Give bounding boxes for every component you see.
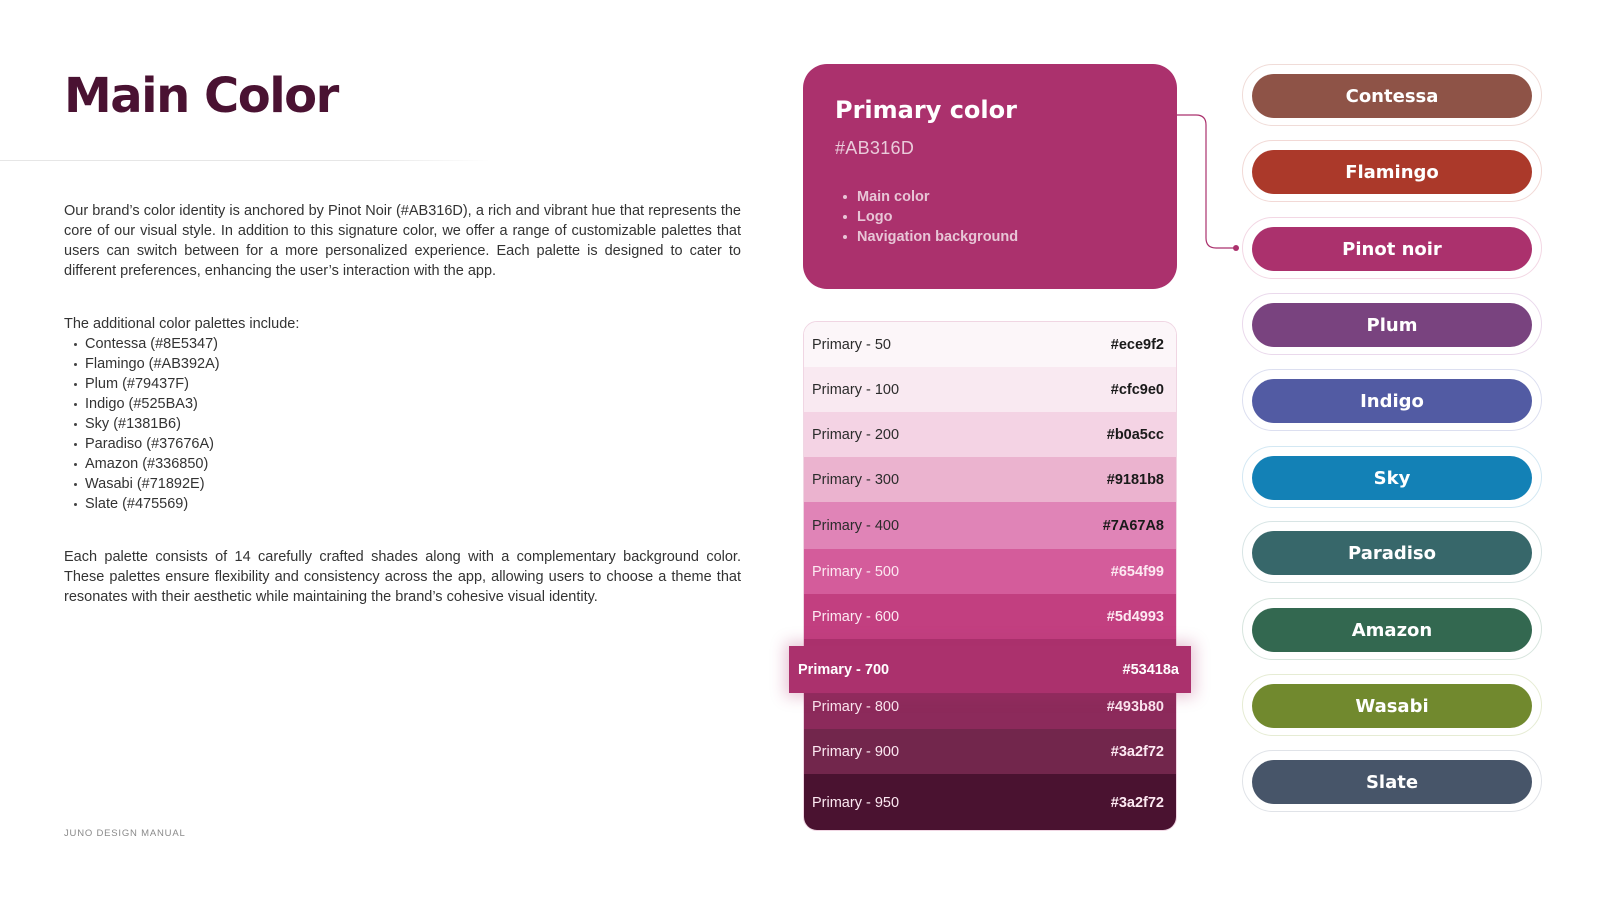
shade-hex: #53418a: [1122, 661, 1179, 678]
shade-name: Primary - 600: [812, 608, 900, 625]
shade-row[interactable]: [804, 322, 1176, 367]
primary-color-card: [803, 64, 1177, 289]
palette-option: [1242, 674, 1542, 736]
shade-hex: #b0a5cc: [1106, 426, 1164, 443]
list-item: Paradiso (#37676A): [64, 434, 741, 454]
list-item: Wasabi (#71892E): [64, 474, 741, 494]
shade-row[interactable]: [804, 729, 1176, 774]
palette-button[interactable]: Paradiso: [1252, 531, 1532, 575]
closing-paragraph: Each palette consists of 14 carefully crafted shades along with a complementary background color. These palettes ensure flexibility and consistency across the app, allowing users to choose a theme that resonates with their aesthetic while maintaining the brand’s cohesive visual identity.: [64, 549, 741, 605]
palette-button[interactable]: Amazon: [1252, 608, 1532, 652]
primary-card-title: Primary color: [835, 96, 1017, 124]
palette-button[interactable]: Indigo: [1252, 379, 1532, 423]
usage-item: Logo: [835, 207, 1145, 227]
list-item: Indigo (#525BA3): [64, 394, 741, 414]
shade-row[interactable]: [804, 594, 1176, 639]
shade-name: Primary - 900: [812, 743, 900, 760]
usage-item: Navigation background: [835, 227, 1145, 247]
shade-row[interactable]: [804, 457, 1176, 502]
palette-button[interactable]: Plum: [1252, 303, 1532, 347]
list-item: Sky (#1381B6): [64, 414, 741, 434]
shade-row[interactable]: [804, 412, 1176, 457]
shade-name: Primary - 300: [812, 471, 900, 488]
list-item: Contessa (#8E5347): [64, 334, 741, 354]
footer-label: JUNO DESIGN MANUAL: [64, 828, 186, 839]
shade-hex: #493b80: [1106, 698, 1164, 715]
shade-name: Primary - 400: [812, 517, 900, 534]
page-title: Main Color: [64, 68, 338, 124]
palette-button[interactable]: Sky: [1252, 456, 1532, 500]
shade-hex: #9181b8: [1106, 471, 1164, 488]
shade-name: Primary - 800: [812, 698, 900, 715]
palette-button[interactable]: Slate: [1252, 760, 1532, 804]
intro-paragraph: Our brand’s color identity is anchored by Pinot Noir (#AB316D), a rich and vibrant hue that represents the core of our visual style. In addition to this signature color, we offer a range of customizable palettes that users can switch between for a more personalized experience. Each palette is designed to cater to different preferences, enhancing the user’s interaction with the app.: [64, 203, 741, 279]
shade-name: Primary - 500: [812, 563, 900, 580]
palette-button[interactable]: Wasabi: [1252, 684, 1532, 728]
shade-hex: #3a2f72: [1110, 743, 1164, 760]
shade-row-highlighted[interactable]: [789, 646, 1191, 693]
shade-row[interactable]: [804, 502, 1176, 549]
shade-name: Primary - 700: [798, 661, 890, 678]
palette-option: [1242, 293, 1542, 355]
shade-hex: #3a2f72: [1110, 795, 1164, 811]
shade-row[interactable]: [804, 774, 1176, 831]
palettes-list: [64, 334, 741, 514]
shade-name: Primary - 950: [812, 795, 900, 811]
palettes-heading: The additional color palettes include:: [64, 316, 300, 332]
primary-usage-list: [835, 187, 1145, 247]
palette-option: [1242, 750, 1542, 812]
palette-option: [1242, 446, 1542, 508]
shade-row[interactable]: [804, 367, 1176, 412]
primary-card-hex: #AB316D: [835, 138, 915, 158]
list-item: Amazon (#336850): [64, 454, 741, 474]
shade-name: Primary - 50: [812, 336, 891, 353]
shade-name: Primary - 100: [812, 381, 900, 398]
list-item: Plum (#79437F): [64, 374, 741, 394]
shade-hex: #654f99: [1110, 563, 1164, 580]
palette-option: [1242, 369, 1542, 431]
list-item: Slate (#475569): [64, 494, 741, 514]
palette-button[interactable]: Contessa: [1252, 74, 1532, 118]
shade-row[interactable]: [804, 549, 1176, 594]
shade-name: Primary - 200: [812, 426, 900, 443]
palette-option: [1242, 598, 1542, 660]
list-item: Flamingo (#AB392A): [64, 354, 741, 374]
palette-option: [1242, 64, 1542, 126]
shade-hex: #5d4993: [1106, 608, 1164, 625]
palette-button[interactable]: Flamingo: [1252, 150, 1532, 194]
palette-option: [1242, 217, 1542, 279]
palette-button[interactable]: Pinot noir: [1252, 227, 1532, 271]
palette-option: [1242, 140, 1542, 202]
shade-scale: [803, 321, 1177, 831]
usage-item: Main color: [835, 187, 1145, 207]
shade-hex: #cfc9e0: [1110, 381, 1164, 398]
shade-hex: #7A67A8: [1102, 517, 1164, 534]
palettes-section: [64, 314, 741, 514]
title-divider: [0, 160, 490, 161]
shade-hex: #ece9f2: [1110, 336, 1164, 353]
palette-option: [1242, 521, 1542, 583]
